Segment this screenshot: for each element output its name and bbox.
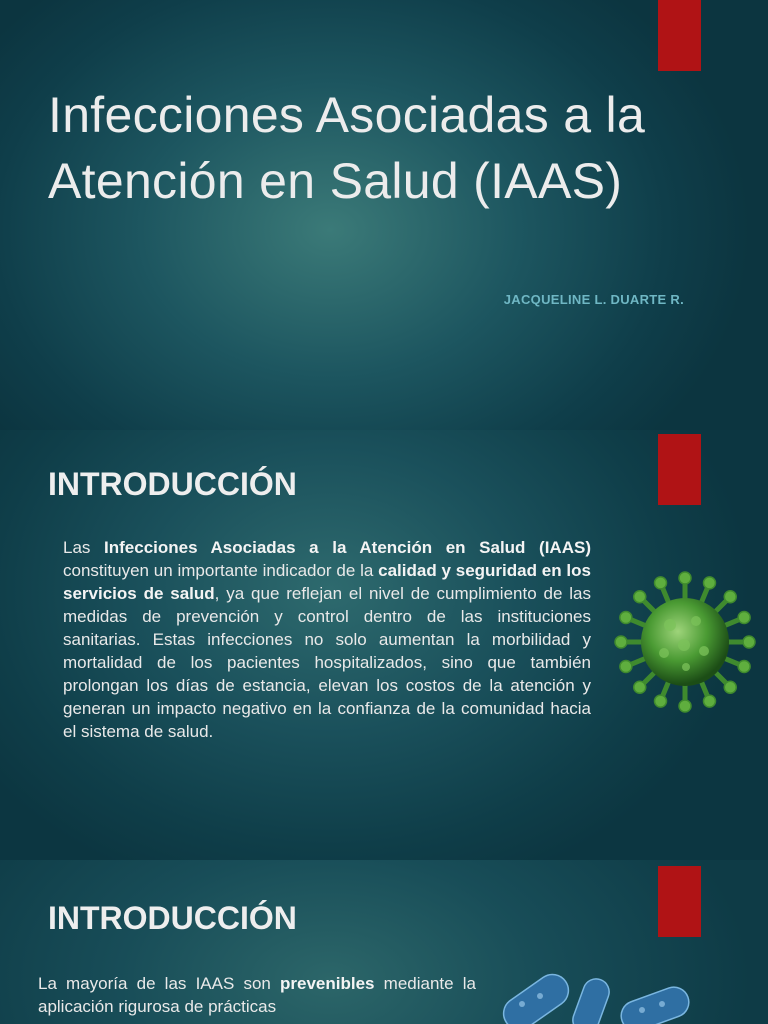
- author-name: JACQUELINE L. DUARTE R.: [503, 292, 684, 307]
- text-run: La mayoría de las IAAS son: [38, 974, 281, 993]
- intro-paragraph: [38, 972, 476, 1018]
- virus-illustration-icon: [608, 567, 762, 717]
- slide-title: Infecciones Asociadas a la Atención en Salud (IAAS): [48, 87, 646, 209]
- text-run: , ya que reflejan el nivel de cumplimiento de las medidas de prevención y control dentro de las instituciones sanitarias. Estas infecciones no solo aumentan la morbilidad y mortalidad de los pacientes hospitalizados, sino que también prolongan los días de estancia, elevan los costos de la atención y generan un impacto negativo en la confianza de la comunidad hacia el sistema de salud.: [63, 584, 592, 741]
- intro-paragraph: [63, 536, 591, 743]
- bacteria-illustration-icon: [492, 968, 702, 1024]
- red-accent-bar: [658, 0, 701, 71]
- text-run: constituyen un importante indicador de la: [63, 561, 379, 580]
- section-heading: INTRODUCCIÓN: [48, 466, 297, 502]
- text-run: mediante la aplicación rigurosa de prácticas: [38, 974, 476, 1016]
- red-accent-bar: [658, 866, 701, 937]
- bold-text-run: prevenibles: [280, 974, 375, 993]
- bold-text-run: Infecciones Asociadas a la Atención en Salud (IAAS): [104, 538, 591, 557]
- intro-slide-2: [0, 860, 768, 1024]
- bold-text-run: calidad y seguridad en los servicios de salud: [63, 561, 591, 603]
- intro-slide-1: [0, 430, 768, 860]
- text-run: Las: [63, 538, 105, 557]
- section-heading: INTRODUCCIÓN: [48, 900, 297, 936]
- title-slide: [0, 0, 768, 430]
- red-accent-bar: [658, 434, 701, 505]
